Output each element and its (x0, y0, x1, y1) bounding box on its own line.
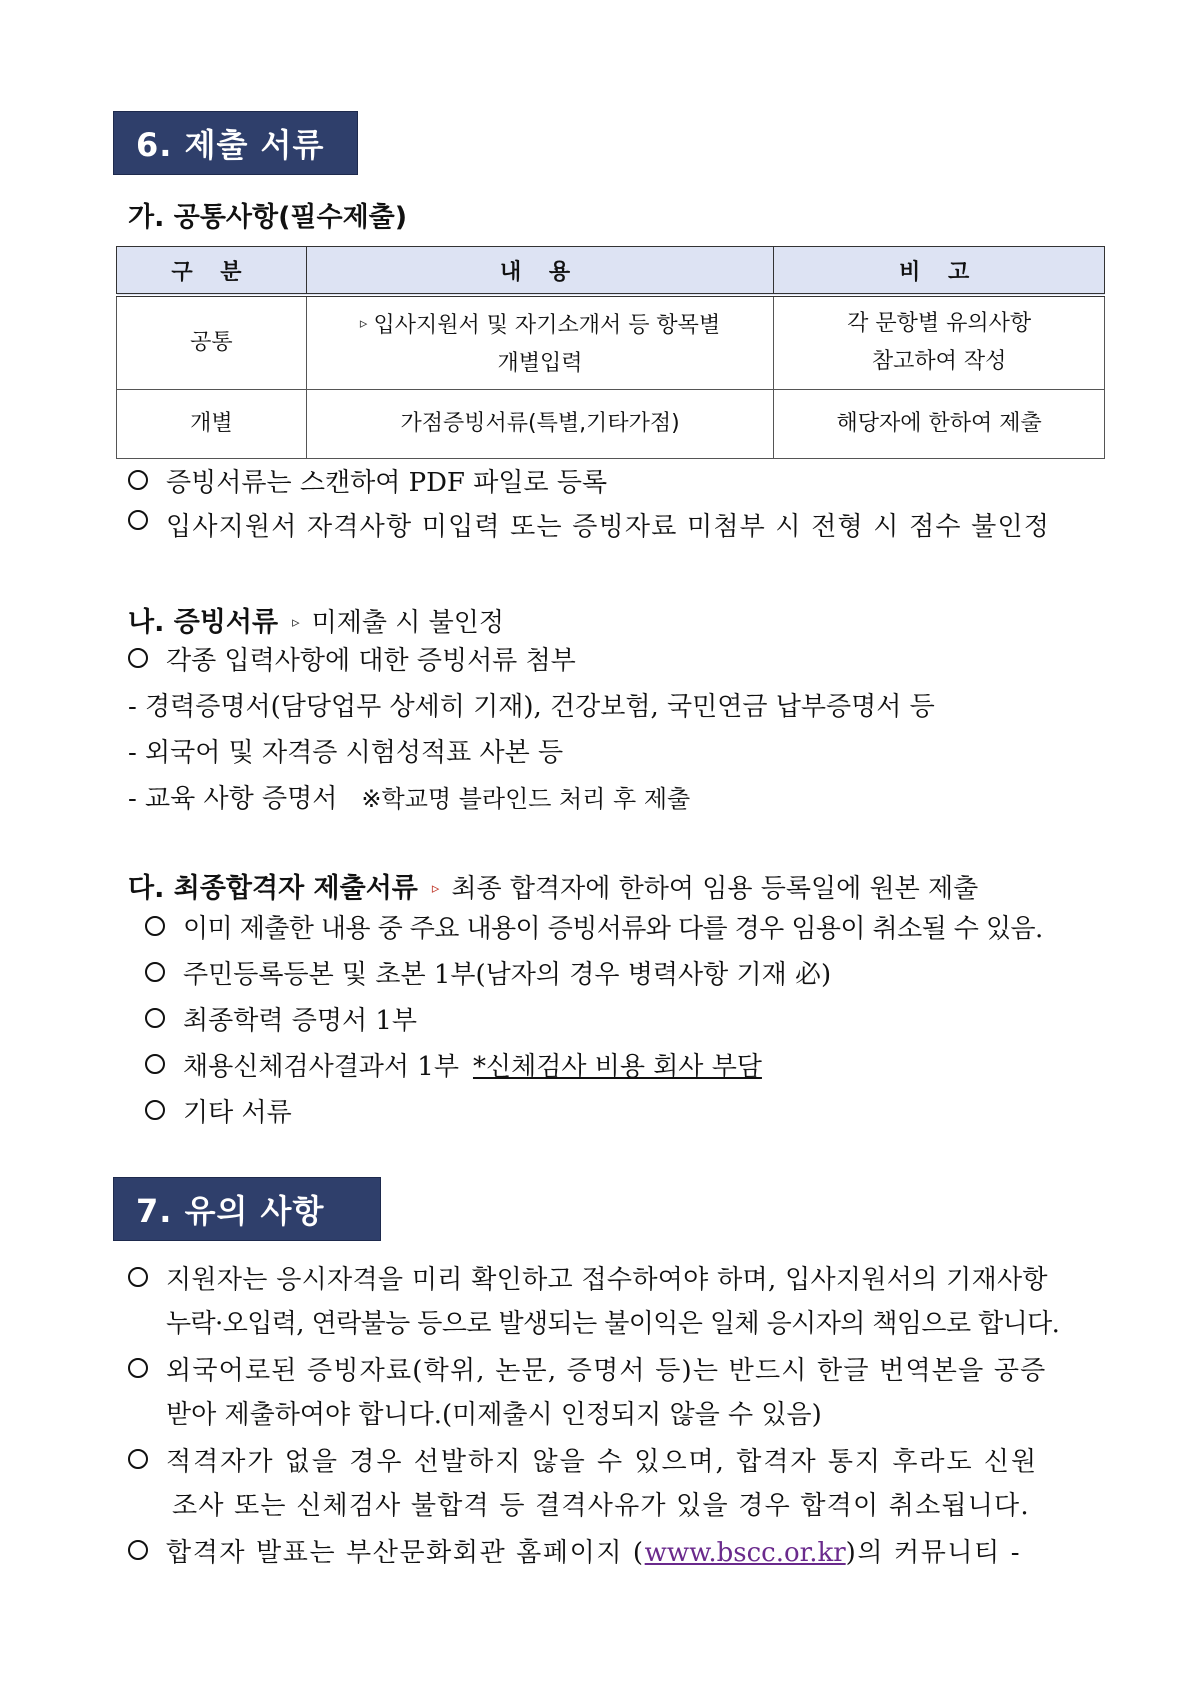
circle-bullet-icon (145, 962, 165, 982)
circle-bullet-icon (145, 1100, 165, 1120)
section-6-header (113, 111, 358, 175)
list-item-continuation: 조사 또는 신체검사 불합격 등 결격사유가 있을 경우 합격이 취소됩니다. (172, 1491, 1030, 1521)
sub-a-title: 가. 공통사항(필수제출) (128, 202, 408, 233)
section-6-title: 6. 제출 서류 (136, 126, 325, 164)
circle-bullet-icon (128, 510, 148, 530)
list-item: 채용신체검사결과서 1부 *신체검사 비용 회사 부담 (145, 1050, 762, 1084)
medical-cost-note: *신체검사 비용 회사 부담 (472, 1052, 762, 1082)
sub-c-title: 다. 최종합격자 제출서류 (128, 873, 418, 904)
table-cell-content: ▹ 입사지원서 및 자기소개서 등 항목별 개별입력 (306, 295, 774, 390)
sub-b-heading (128, 600, 504, 639)
circle-bullet-icon (145, 1054, 165, 1074)
circle-bullet-icon (128, 648, 148, 668)
list-item: 최종학력 증명서 1부 (145, 1004, 417, 1038)
list-item: 각종 입력사항에 대한 증빙서류 첨부 (128, 644, 576, 678)
triangle-marker-icon: ▹ (431, 879, 440, 897)
blind-note: ※학교명 블라인드 처리 후 제출 (361, 785, 691, 813)
table-row (117, 295, 1105, 390)
list-item: 외국어로된 증빙자료(학위, 논문, 증명서 등)는 반드시 한글 번역본을 공증 (128, 1354, 1047, 1388)
table-header-row (117, 247, 1105, 296)
dash-item: - 외국어 및 자격증 시험성적표 사본 등 (128, 738, 564, 768)
table-header: 비 고 (774, 247, 1105, 296)
sub-c-heading (128, 866, 978, 905)
list-item: 적격자가 없을 경우 선발하지 않을 수 있으며, 합격자 통지 후라도 신원 (128, 1445, 1038, 1479)
requirements-table (116, 246, 1105, 459)
circle-bullet-icon (128, 1449, 148, 1469)
dash-item: - 교육 사항 증명서 ※학교명 블라인드 처리 후 제출 (128, 784, 691, 814)
circle-bullet-icon (128, 1358, 148, 1378)
list-item: 주민등록등본 및 초본 1부(남자의 경우 병력사항 기재 必) (145, 958, 831, 992)
list-item: 이미 제출한 내용 중 주요 내용이 증빙서류와 다를 경우 임용이 취소될 수 있음. (145, 912, 1043, 946)
table-cell-content: 가점증빙서류(특별,기타가점) (306, 390, 774, 459)
list-item: 기타 서류 (145, 1096, 292, 1130)
list-item: 입사지원서 자격사항 미입력 또는 증빙자료 미첨부 시 전형 시 점수 불인정 (128, 510, 1105, 544)
triangle-marker-icon: ▹ (292, 613, 300, 631)
table-cell-note: 각 문항별 유의사항 참고하여 작성 (774, 295, 1105, 390)
circle-bullet-icon (145, 1008, 165, 1028)
homepage-link[interactable]: www.bscc.or.kr (644, 1538, 846, 1568)
list-item: 합격자 발표는 부산문화회관 홈페이지 (www.bscc.or.kr)의 커뮤니티 - (128, 1536, 1021, 1570)
table-header: 구 분 (117, 247, 307, 296)
dash-item: - 경력증명서(담당업무 상세히 기재), 건강보험, 국민연금 납부증명서 등 (128, 692, 935, 722)
circle-bullet-icon (128, 470, 148, 490)
section-7-title: 7. 유의 사항 (136, 1192, 325, 1230)
section-7-header (113, 1177, 381, 1241)
list-item-continuation: 누락·오입력, 연락불능 등으로 발생되는 불이익은 일체 응시자의 책임으로 합니다. (166, 1309, 1060, 1339)
list-item: 증빙서류는 스캔하여 PDF 파일로 등록 (128, 466, 607, 500)
circle-bullet-icon (145, 916, 165, 936)
table-cell-note: 해당자에 한하여 제출 (774, 390, 1105, 459)
table-cell-category: 공통 (117, 295, 307, 390)
circle-bullet-icon (128, 1267, 148, 1287)
table-header: 내 용 (306, 247, 774, 296)
table-row (117, 390, 1105, 459)
sub-b-title: 나. 증빙서류 (128, 607, 279, 638)
list-item-continuation: 받아 제출하여야 합니다.(미제출시 인정되지 않을 수 있음) (166, 1400, 822, 1430)
triangle-marker-icon: ▹ (359, 313, 368, 332)
list-item: 지원자는 응시자격을 미리 확인하고 접수하여야 하며, 입사지원서의 기재사항 (128, 1263, 1105, 1297)
sub-b-note: 미제출 시 불인정 (311, 608, 504, 638)
sub-c-note: 최종 합격자에 한하여 임용 등록일에 원본 제출 (451, 874, 979, 904)
table-cell-category: 개별 (117, 390, 307, 459)
circle-bullet-icon (128, 1540, 148, 1560)
